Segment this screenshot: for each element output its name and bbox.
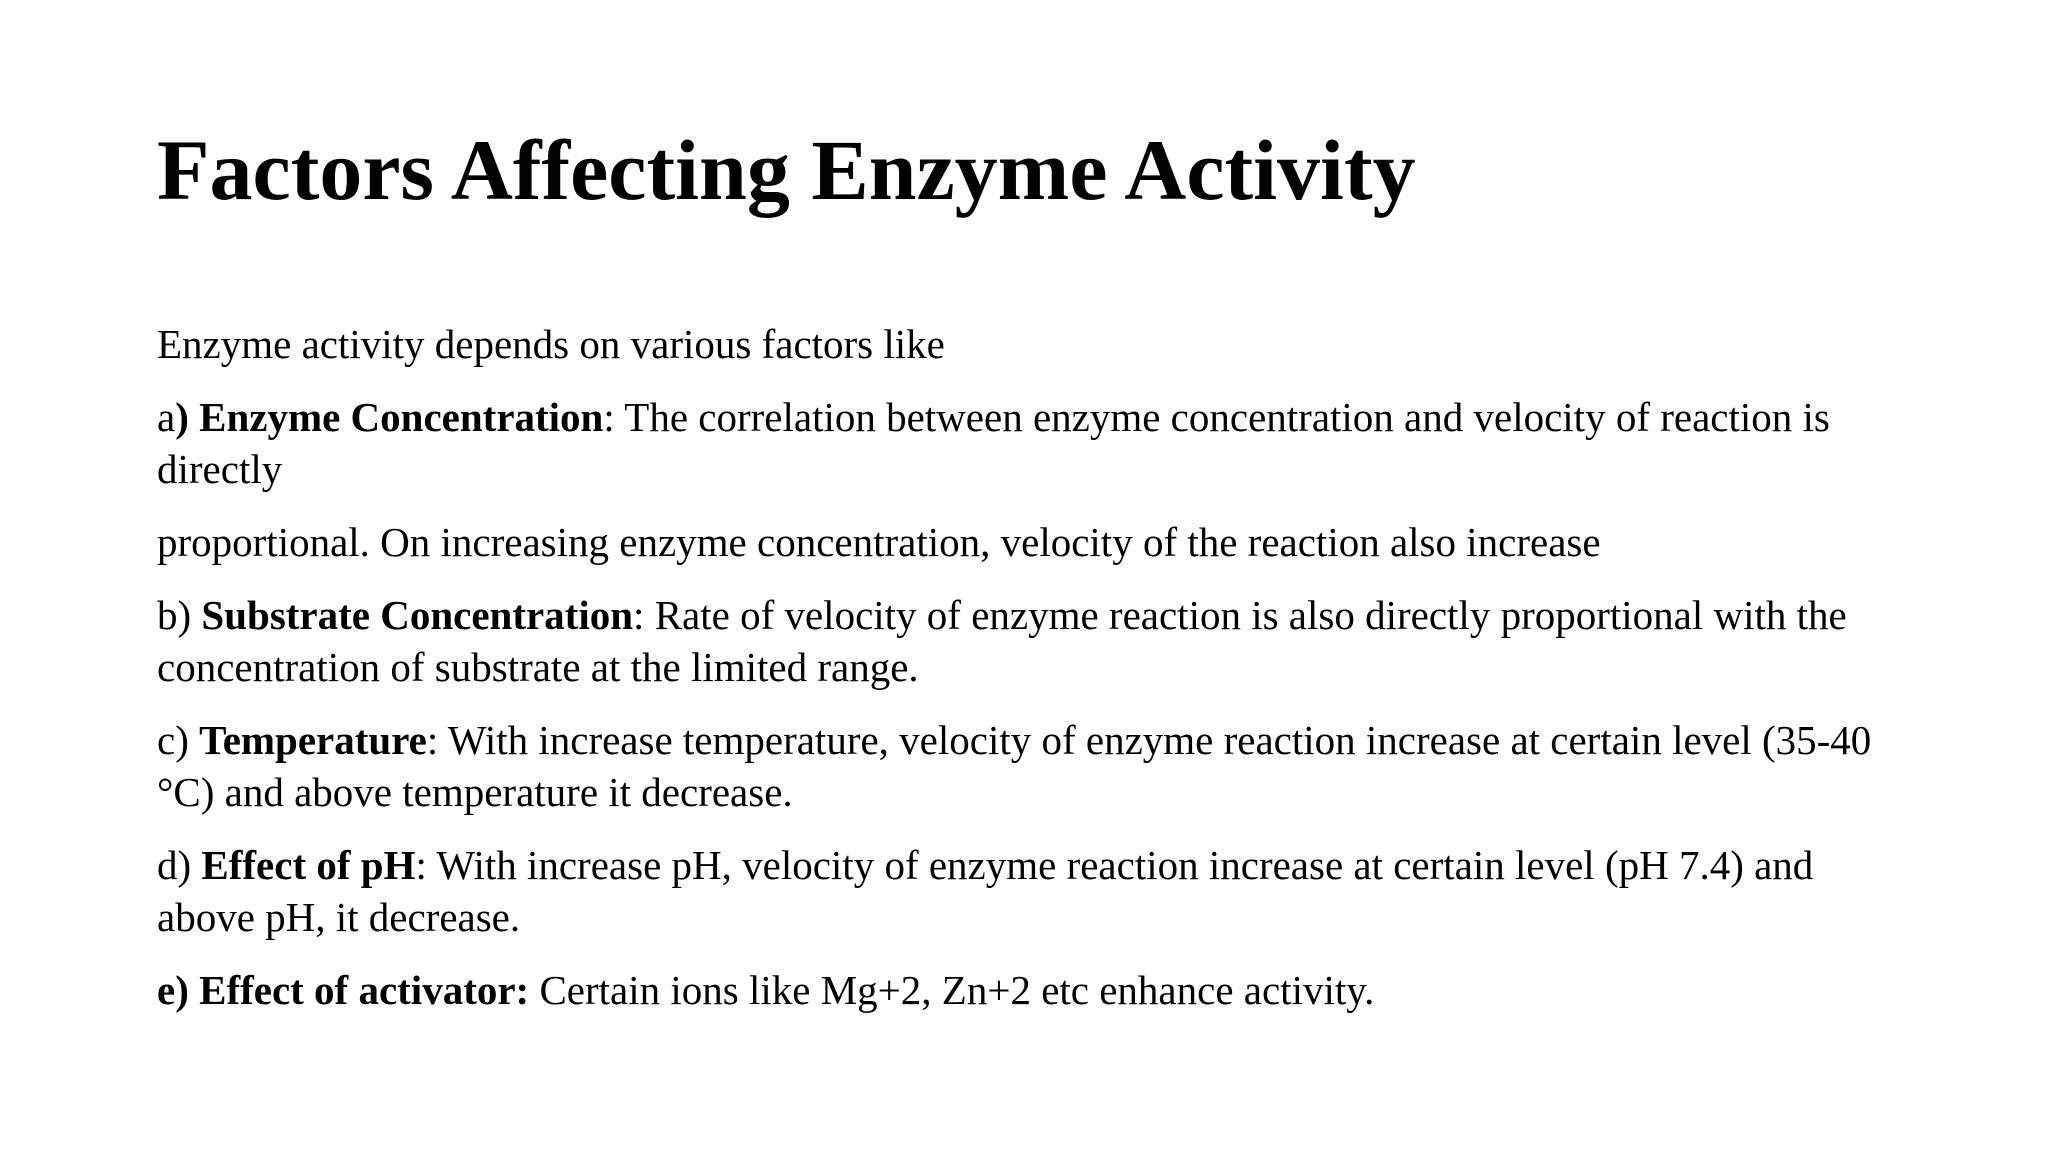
item-substrate-concentration bbox=[157, 589, 1917, 693]
item-separator: : bbox=[603, 394, 615, 440]
slide-title: Factors Affecting Enzyme Activity bbox=[157, 122, 1416, 218]
item-prefix: a bbox=[157, 394, 176, 440]
item-temperature bbox=[157, 714, 1917, 818]
intro-paragraph: Enzyme activity depends on various factors like bbox=[157, 321, 945, 367]
item-separator: : bbox=[415, 842, 427, 888]
item-label: Effect of pH bbox=[201, 842, 416, 888]
item-label: ) Enzyme Concentration bbox=[175, 394, 604, 440]
item-text: Rate of velocity of enzyme reaction is also directly proportional with the concentration of substrate at the limited range. bbox=[157, 592, 1847, 690]
item-enzyme-concentration-continuation: proportional. On increasing enzyme concentration, velocity of the reaction also increase bbox=[157, 519, 1601, 565]
item-text: With increase pH, velocity of enzyme reaction increase at certain level (pH 7.4) and above pH, it decrease. bbox=[157, 842, 1814, 940]
item-effect-of-activator bbox=[157, 964, 1917, 1016]
item-label: Temperature bbox=[199, 717, 427, 763]
item-text: Certain ions like Mg+2, Zn+2 etc enhance activity. bbox=[529, 967, 1375, 1013]
item-label: e) Effect of activator: bbox=[157, 967, 530, 1013]
item-text: The correlation between enzyme concentration and velocity of reaction is directly bbox=[157, 394, 1830, 492]
item-prefix: b) bbox=[157, 592, 202, 638]
slide-body bbox=[157, 318, 1917, 1037]
item-label: Substrate Concentration bbox=[201, 592, 634, 638]
item-prefix: d) bbox=[157, 842, 202, 888]
item-separator: : bbox=[633, 592, 645, 638]
item-separator: : bbox=[426, 717, 439, 763]
item-prefix: c) bbox=[157, 717, 200, 763]
item-text: With increase temperature, velocity of enzyme reaction increase at certain level (35-40 °C) and above temperature it decrease. bbox=[157, 717, 1872, 815]
item-effect-of-ph bbox=[157, 839, 1917, 943]
item-enzyme-concentration bbox=[157, 391, 1917, 495]
